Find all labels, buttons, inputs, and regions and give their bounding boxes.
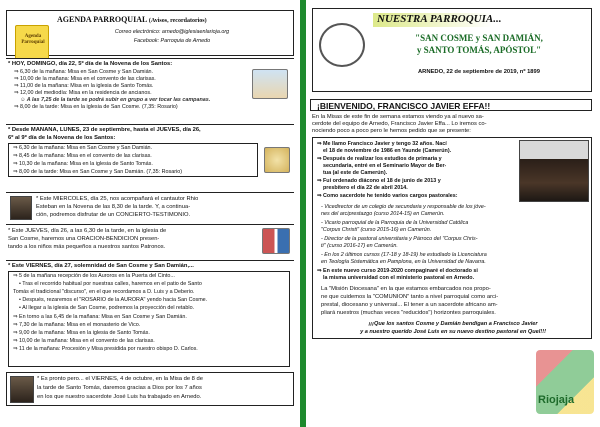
sec3-line: Esteban en la Novena de las 8,30 de la tarde. Y, a continua- [36, 204, 191, 210]
email-line: Correo electrónico: arnedo@iglesiaenlarioja.org [114, 29, 230, 35]
sec3-line: ción, podremos disfrutar de un CONCIERTO-TESTIMONIO. [36, 212, 191, 218]
sec1-line: ⇒ 6,30 de la mañana: Misa en San Cosme y San Damián. [14, 69, 154, 75]
bio-box [312, 137, 592, 339]
watermark-text: Riojaja [538, 394, 575, 406]
sec5-line: • Después, rezaremos el "ROSARIO de la AURORA" yendo hacia San Cosme. [19, 297, 208, 303]
parish-header-box [312, 8, 592, 92]
section-today-heading: * HOY, DOMINGO, día 22, 5º día de la Novena de los Santos: [8, 61, 173, 67]
francisco-photo-icon [519, 140, 589, 202]
church-icon [252, 69, 288, 99]
mision-line: ne que cuidemos la "COMUNIÓN" tanto a nivel parroquial como arci- [321, 294, 499, 300]
cargo-line: - Vicedirector de un colegio de secundaria y responsable de los jóve- [321, 204, 486, 210]
right-page [300, 0, 600, 427]
section-monday-heading: * Desde MAÑANA, LUNES, 23 de septiembre, hasta el JUEVES, día 26, [8, 127, 201, 133]
section-friday-heading: * Este VIERNES, día 27, solemnidad de San Cosme y San Damián,... [8, 263, 194, 269]
sec1-line: ☺ A las 7,25 de la tarde se podrá subir en grupo a ver tocar las campanas. [20, 97, 211, 103]
issue-date: ARNEDO, 22 de septiembre de 2019, nº 1899 [418, 69, 540, 75]
sec2-list-box [8, 143, 258, 177]
bell-icon [264, 147, 290, 173]
sec2-line: ⇒ 8,45 de la mañana: Misa en el convento de las clarisas. [13, 153, 152, 159]
bio-line: secundaria, entré en el Seminario Mayor de Ber- [323, 163, 447, 169]
section-monday-subheading: 6º al 9º día de la Novena de los Santos: [8, 135, 116, 141]
cargo-line: - Director de la pastoral universitaria y Párroco del "Corpus Chris- [321, 236, 478, 242]
cargo-line: la misma universidad con el ministerio pastoral en Arnedo. [323, 275, 475, 281]
bio-line: ⇒ Después de realizar los estudios de primaria y [317, 156, 442, 162]
sec3-line: * Este MIÉRCOLES, día 25, nos acompañará el cantautor Rhio [36, 196, 199, 202]
cargo-line: - En los 2 últimos cursos (17-18 y 18-19) he estudiado la Licenciatura [321, 252, 487, 258]
intro-line: nociendo poco a poco pero le hemos pedido que se presente: [312, 128, 471, 134]
sec5-line: ⇒ 9,00 de la mañana: Misa en la iglesia de Santo Tomás. [13, 330, 150, 336]
sec1-line: ⇒ 11,00 de la mañana: Misa en la iglesia de Santo Tomás. [14, 83, 154, 89]
welcome-banner [310, 99, 592, 111]
bio-line: ⇒ Como sacerdote he tenido varios cargos pastorales: [317, 193, 458, 199]
riojaja-watermark [536, 350, 598, 420]
cargo-line: nes del arciprestazgo (curso 2014-15) en Camerún. [321, 211, 445, 217]
sec5-line: • Tras el recorrido habitual por nuestras calles, haremos en el patio de Santo [19, 281, 202, 287]
saints-icon [262, 228, 290, 254]
parish-title: NUESTRA PARROQUIA... [377, 13, 502, 25]
bio-line: el 18 de noviembre de 1986 en Yaunde (Camerún). [323, 148, 452, 154]
bio-line: ⇒ Me llamo Francisco Javier y tengo 32 años. Nací [317, 141, 447, 147]
section-wednesday [6, 192, 294, 222]
agenda-header-box [6, 10, 294, 56]
sec1-line: ⇒ 8,00 de la tarde: Misa en la iglesia de San Cosme. (7,35: Rosario) [14, 104, 178, 110]
sec4-line: * Este JUEVES, día 26, a las 6,30 de la tarde, en la iglesia de [8, 228, 167, 234]
parish-name-line1: "SAN COSME y SAN DAMIÁN, [415, 33, 543, 43]
sec5-list-box [8, 271, 290, 367]
cargo-line: "Corpus Christi" (curso 2015-16) en Camerún. [321, 227, 432, 233]
sec5-line: ⇒ En torno a las 6,45 de la mañana: Misa en San Cosme y San Damián. [13, 314, 187, 320]
section-thursday [6, 224, 294, 258]
intro-line: En la Misas de este fin de semana estamos viendo ya al nuevo sa- [312, 114, 484, 120]
singer-photo-icon [10, 196, 32, 220]
section-friday [6, 260, 294, 370]
cargo-line: - Vicario parroquial de la Parroquia de la Universidad Católica [321, 220, 469, 226]
cargo-line: en Teología Sistemática en Pamplona, en la Universidad de Navarra. [321, 259, 486, 265]
mision-line: prestal, diocesano y universal... El tener a un sacerdote africano am- [321, 302, 498, 308]
section-monday [6, 124, 294, 190]
cargo-line: ⇒ En este nuevo curso 2019-2020 compaginaré el doctorado si [317, 268, 478, 274]
agenda-title: AGENDA PARROQUIAL (Avisos, recordatorios) [57, 15, 207, 24]
section-october [6, 372, 294, 406]
bio-line: ⇒ Fui ordenado diácono el 18 de junio de 2013 y [317, 178, 441, 184]
sec1-line: ⇒ 12,00 del mediodía: Misa en la residencia de ancianos. [14, 90, 152, 96]
sec6-line: * Es pronto pero... el VIERNES, 4 de octubre, en la Misa de 8 de [37, 376, 203, 382]
facebook-line: Facebook: Parroquia de Arnedo [133, 38, 211, 44]
intro-line: cerdote del equipo de Arnedo, Francisco Javier Effa... Lo iremos co- [312, 121, 487, 127]
accent-bar [300, 0, 306, 427]
bio-line: tua (al este de Camerún). [323, 170, 388, 176]
priest-photo-icon [10, 376, 34, 403]
sec6-line: en los que nuestro sacerdote José Luis ha trabajado en Arnedo. [37, 394, 202, 400]
sec5-line: ⇒ 11 de la mañana: Procesión y Misa presidida por nuestro obispo D. Carlos. [13, 346, 198, 352]
sec4-line: San Cosme, haremos una ORACIÓN-BENDICIÓN presen- [8, 236, 160, 242]
agenda-logo-icon: Agenda Parroquial [15, 25, 49, 61]
closing-line: y a nuestro querido José Luis en su nuevo destino pastoral en Quel!!! [360, 329, 546, 335]
sec1-line: ⇒ 10,00 de la mañana: Misa en el convento de las clarisas. [14, 76, 156, 82]
sec5-line: • Al llegar a la iglesia de San Cosme, podremos la proyección del retablo. [19, 305, 195, 311]
sec5-line: ⇒ 7,30 de la mañana: Misa en el monasterio de Vico. [13, 322, 141, 328]
bio-line: presbítero el día 22 de abril 2014. [323, 185, 408, 191]
sec5-line: Tomás el tradicional "discurso", en el que recordamos a D. Luis y a Deberio. [13, 289, 195, 295]
sec2-line: ⇒ 10,30 de la mañana: Misa en la iglesia de Santo Tomás. [13, 161, 153, 167]
parish-logo-icon [319, 23, 365, 67]
mision-line: La "Misión Diocesana" en la que estamos embarcados nos propo- [321, 286, 491, 292]
sec2-line: ⇒ 8,00 de la tarde: Misa en San Cosme y San Damián. (7,35: Rosario) [13, 169, 183, 175]
mision-line: pliará nuestros (muchas veces "reducidos") horizontes parroquiales. [321, 310, 496, 316]
cargo-line: ti" (curso 2016-17) en Camerún. [321, 243, 398, 249]
closing-line: ¡¡¡Que los santos Cosme y Damián bendigan a Francisco Javier [368, 321, 538, 327]
welcome-title: ¡BIENVENIDO, FRANCISCO JAVIER EFFA!! [317, 101, 491, 111]
sec2-line: ⇒ 6,30 de la mañana: Misa en San Cosme y San Damián. [13, 145, 153, 151]
sec6-line: la tarde de Santo Tomás, daremos gracias a Dios por los 7 años [37, 385, 202, 391]
sec5-line: ⇒ 10,00 de la mañana: Misa en el convento de las clarisas. [13, 338, 155, 344]
sec4-line: tando a los niños más pequeños a nuestros santos Patronos. [8, 244, 166, 250]
sec5-line: ⇒ 5 de la mañana recepción de los Auroros en la Puerta del Cinto... [13, 273, 175, 279]
section-today [6, 58, 294, 122]
parish-name-line2: y SANTO TOMÁS, APÓSTOL" [416, 45, 542, 55]
